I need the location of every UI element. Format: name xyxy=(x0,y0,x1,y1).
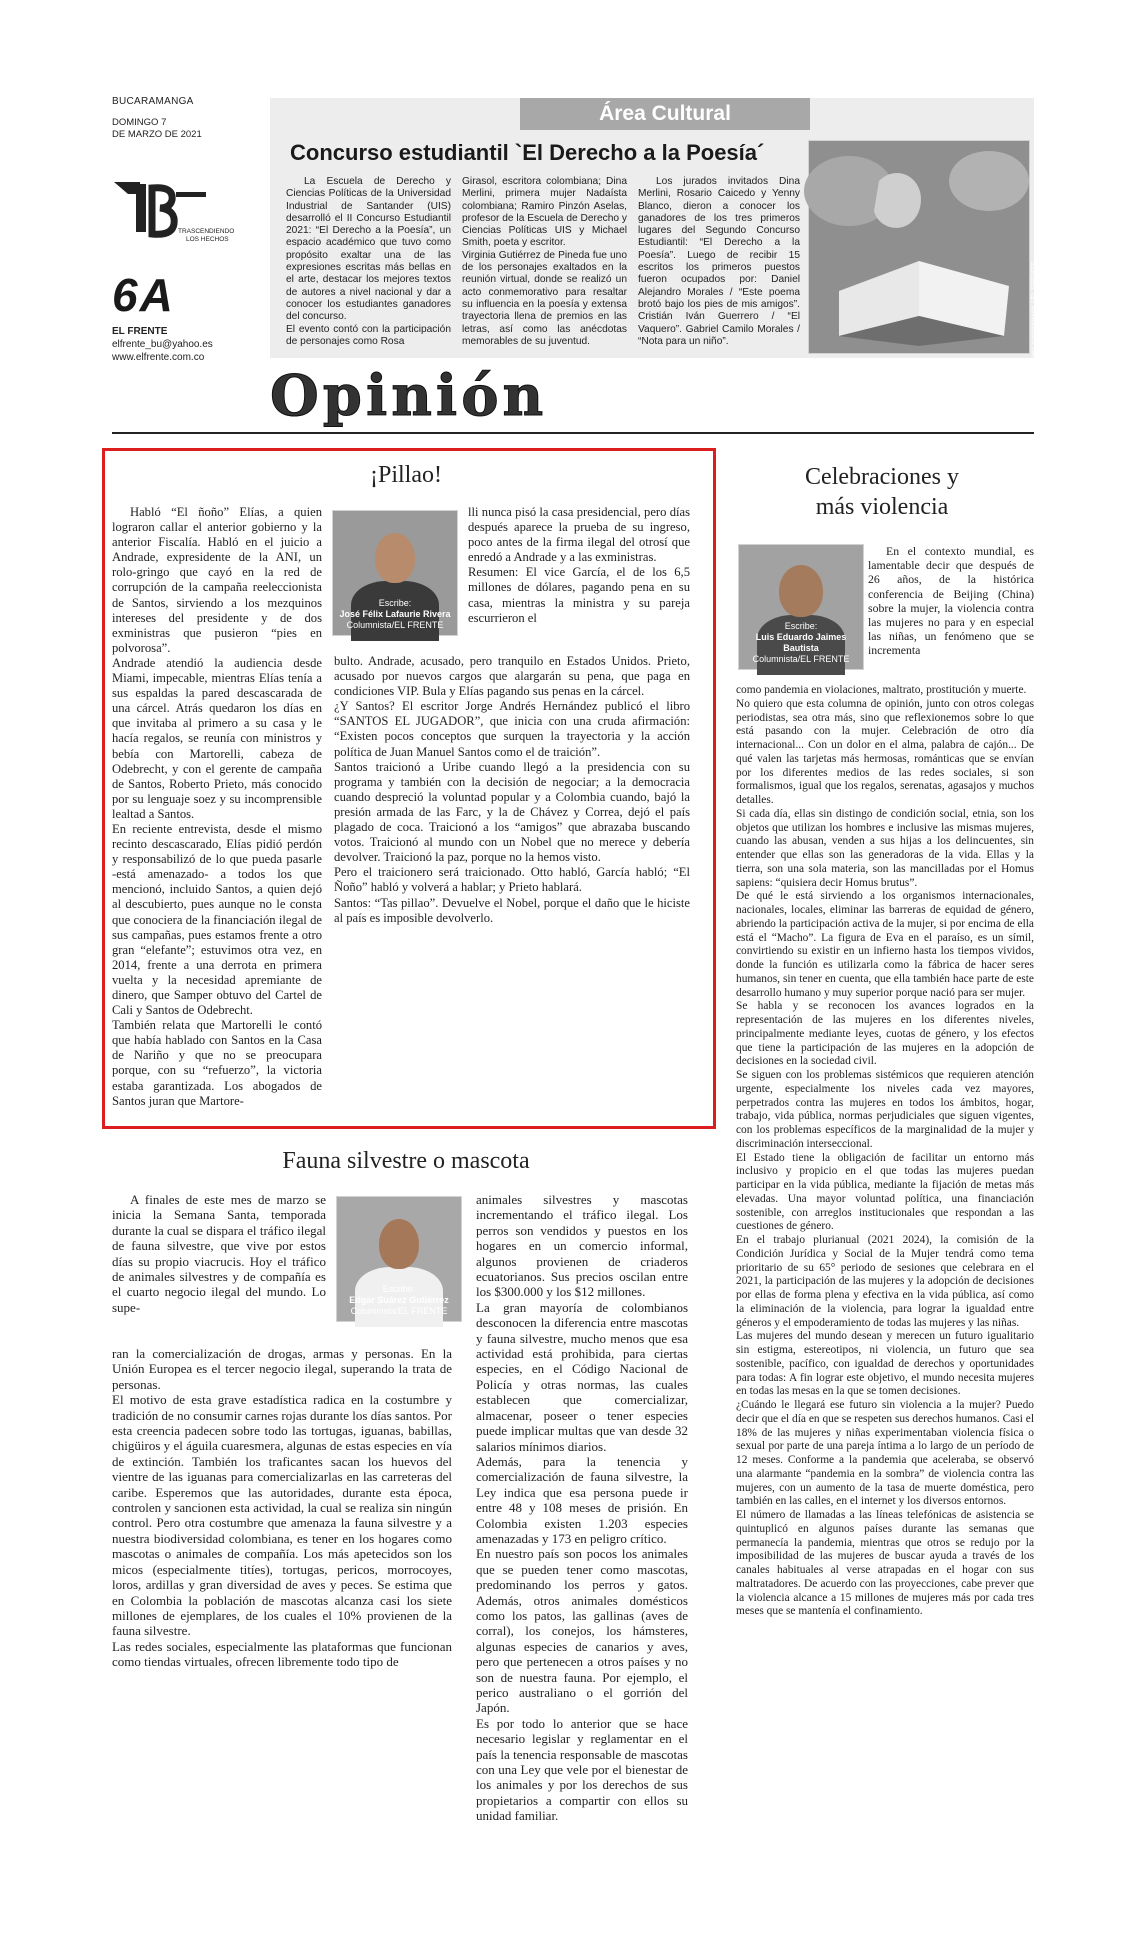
fauna-col-1-bottom-text: ran la comercialización de drogas, armas y personas. En la Unión Europea es el tercer negocio ilegal, superando la trata de personas. El motivo de esta grave estadística radica en la costumbre y tradición de no consumir carnes rojas durante los días santos. Por esta creencia padecen sobre todo las tortugas, iguanas, babillas, chigüiros y el águila cuaresmera, algunas de estas especies en vía de extinción. También los traficantes sacan los huevos del vientre de las iguanas para comercializarlas en las carreteras del caribe. Esperemos que las autoridades, durante esta época, controlen y sancionen esta actividad, la cual se realiza sin ningún control. Pero otra costumbre que amenaza la fauna silvestre y a nuestra biodiversidad colombiana, es tener en los hogares como mascotas o animales de compañía. Los más apetecidos son los micos (especialmente titíes), tortugas, pericos, morrocoyes, loros, ardillas y gran diversidad de aves y peces. Se estima que en Colombia la población de mascotas alcanza casi los siete millones de ejemplares, de los cuales el 10% provienen de la fauna silvestre. Las redes sociales, especialmente las plataformas que funcionan como tiendas virtuales, ofrecen libremente todo tipo de xyxy=(112,1346,452,1670)
celebraciones-author-photo xyxy=(738,544,864,670)
celebraciones-author-name: Luis Eduardo Jaimes Bautista xyxy=(755,632,847,653)
email-link[interactable]: elfrente_bu@yahoo.es xyxy=(112,339,213,350)
pillao-author-name: José Félix Lafaurie Rivera xyxy=(339,609,451,619)
pillao-title: ¡Pillao! xyxy=(370,462,442,488)
fauna-byline-label: Escribe: xyxy=(382,1284,416,1294)
section-title: Opinión xyxy=(270,363,548,429)
celebraciones-byline-label: Escribe: xyxy=(784,621,818,631)
date-line-1: DOMINGO 7 xyxy=(112,117,167,128)
pillao-author-photo xyxy=(332,510,458,636)
fauna-author-photo xyxy=(336,1196,462,1322)
celebraciones-body xyxy=(736,684,1034,1620)
date-line-2: DE MARZO DE 2021 xyxy=(112,129,202,140)
cultural-col-3-text: Los jurados invitados Dina Merlini, Rosario Caicedo y Yenny Blanco, dieron a conocer los ganadores de los tres primeros lugares del Segundo Concurso Estudiantil: “El Derecho a la Poesía”. Luego de recibir 15 escritos los primeros puestos fueron ocupados por: Daniel Alejandro Morales / “Este poema brotó bajo los pies de mis amigos”. Cristián Iván Guerrero / “El Vaquero”. Gabriel Camilo Morales / “Nota para un niño”. xyxy=(638,176,800,347)
cultural-col-3 xyxy=(638,176,800,349)
logo-tagline-1: TRASCENDIENDO xyxy=(178,228,235,235)
open-book-image xyxy=(809,141,1029,353)
page-number: 6A xyxy=(112,269,175,321)
cultural-banner-label: Área Cultural xyxy=(599,102,731,125)
fauna-author-name: Edgar Suárez Gutiérrez xyxy=(349,1295,449,1305)
cultural-col-2-text: Girasol, escritora colombiana; Dina Merlini, primera mujer Nadaísta colombiana; Ramiro Pinzón Aselas, profesor de la Escuela de Derecho y Ciencias Políticas UIS y Michael Smith, poeta y escritor. Virginia Gutiérrez de Pineda fue uno de los personajes exaltados en la reunión virtual, donde se realizó un acto conmemorativo para resaltar su influencia en la poesía y extensa trayectoria llena de premios en las letras, así como las anécdotas memorables de su juventud. xyxy=(462,176,627,347)
fauna-col-2-text: animales silvestres y mascotas incrementando el tráfico ilegal. Los perros son vendidos y puestos en los hogares en un comercio informal, algunos provienen de criaderos ecuatorianos. Sus precios oscilan entre los $300.000 y los $12 millones. La gran mayoría de colombianos desconocen la diferencia entre mascotas y fauna silvestre, mucho menos que esa actividad está prohibida, para ciertas especies, en el Código Nacional de Policía y otras normas, las cuales establecen que comercializar, almacenar, poseer o tener especies puede implicar multas que van desde 32 salarios mínimos diarios. Además, para la tenencia y comercialización de fauna silvestre, la Ley indica que esa persona puede ir entre 48 y 108 meses de prisión. En Colombia existen 1.203 especies amenazadas y 173 en peligro crítico. En nuestro país son pocos los animales que se pueden tener como mascotas, predominando los perros y gatos. Además, otros animales domésticos como los patos, las gallinas (aves de corral), los conejos, los hámsteres, algunas especies de canarios y aves, pero que pertenecen a otros países y no son de nuestra fauna. Por ejemplo, el perico australiano o el gorrión del Japón. Es por todo lo anterior que se hace necesario legislar y reglamentar en el país la tenencia responsable de mascotas con una Ley que vele por el bienestar de los animales y por los derechos de sus propietarios a compartir con ellos su unidad familiar. xyxy=(476,1192,688,1824)
logo-tagline-2: LOS HECHOS xyxy=(186,236,229,243)
fauna-col-1-bottom xyxy=(112,1346,452,1671)
pillao-col-2-top xyxy=(468,505,690,627)
fauna-title: Fauna silvestre o mascota xyxy=(282,1148,530,1174)
celebraciones-intro-text: En el contexto mundial, es lamentable decir que después de 26 años, de la histórica conferencia de Beijing (China) sobre la mujer, la violencia contra las mujeres no para y en especial las niñas, un fenómeno que se incrementa xyxy=(868,544,1034,658)
pillao-col-2-bottom-text: bulto. Andrade, acusado, pero tranquilo en Estados Unidos. Prieto, acusado por nuevos cargos que alargarán su pena, que paga en condiciones VIP. Bula y Elías pagando sus penas en la cárcel. ¿Y Santos? El escritor Jorge Andrés Hernández publicó el libro “SANTOS EL JUGADOR”, que inicia con una cruda afirmación: “Existen pocos conceptos que surquen la trayectoria y la acción política de Juan Manuel Santos como el de traición”. Santos traicionó a Uribe cuando llegó a la presidencia con su programa y también con la decisión de negociar; a la democracia cuando despreció la voluntad popular y a Colombia cuando, bajó la presión armada de las Farc, y la de Chávez y Correa, dejó el país plagado de coca. Traicionó a los “amigos” que abrazaba buscando votos. Traicionó al mundo con un Nobel que no merece y debería devolver. Traicionó la paz, porque no la hemos visto. Pero el traicionero será traicionado. Otto habló, García habló; “El Ñoño” habló y volverá a hablar; y Prieto hablará. Santos: “Tas pillao”. Devuelve el Nobel, porque el daño que le hiciste al país es imposible devolverlo. xyxy=(334,654,690,925)
web-link[interactable]: www.elfrente.com.co xyxy=(112,352,205,363)
cultural-col-2 xyxy=(462,176,627,349)
pillao-author-role: Columnista/EL FRENTE xyxy=(346,620,444,630)
fauna-col-1-top xyxy=(112,1192,326,1316)
cultural-banner xyxy=(520,98,810,130)
pillao-col-2-bottom xyxy=(334,654,690,927)
fauna-author-role: Columnista/EL FRENTE xyxy=(350,1306,448,1316)
pillao-col-1 xyxy=(112,505,322,1110)
celebraciones-title-2: más violencia xyxy=(815,494,949,520)
celebraciones-title-1: Celebraciones y xyxy=(805,464,959,490)
pillao-col-1-text: Habló “El ñoño” Elías, a quien lograron callar el anterior gobierno y la anterior Fiscalía. Habló en el juicio a Andrade, expresidente de la ANI, un rolo-gringo que cayó en la red de corrupción de la campaña reeleccionista de Santos, sirviendo a los mezquinos intereses del presidente y de dos exministras que pusieron “pies en polvorosa”. Andrade atendió la audiencia desde Miami, impecable, mientras Elías tenía a sus espaldas la pared descascarada de una cárcel. Atrás quedaron los días en que invitaba al primero a su casa y le hacía regalos, se reunía con ministros y bebía con Martorelli, cabeza de Odebrecht, y con el gerente de campaña de Santos, Roberto Prieto, más conocido por su lenguaje soez y su incomprensible lealtad a Santos. En reciente entrevista, desde el mismo recinto descascarado, Elías pidió perdón y responsabilizó de lo que pueda pasarle -está amenazado- a todos los que mencionó, incluido Santos, a quien dejó al descubierto, pues aunque no le consta que conociera de la financiación ilegal de sus campañas, pues estamos frente a otro gran “elefante”; estuvimos otra vez, en 2014, frente a una derrota en primera vuelta y la necesidad apremiante de dinero, que Samper obtuvo del Cartel de Cali y Santos de Odebrecht. También relata que Martorelli le contó que había hablado con Santos en la Casa de Nariño y que no se preocupara porque, con su “refuerzo”, la victoria estaba garantizada. Los abogados de Santos juran que Martore- xyxy=(112,505,322,1108)
section-rule xyxy=(112,432,1034,434)
fauna-col-1-top-text: A finales de este mes de marzo se inicia la Semana Santa, temporada durante la cual se dispara el tráfico ilegal de fauna silvestre, que vive por estos días su propio viacrucis. Hoy el tráfico de animales silvestres y de compañía es el cuarto negocio ilegal del mundo. Lo supe- xyxy=(112,1192,326,1315)
book-photo xyxy=(808,140,1038,361)
city-label: BUCARAMANGA xyxy=(112,96,194,107)
cultural-headline: Concurso estudiantil `El Derecho a la Poesía´ xyxy=(290,140,765,165)
pillao-col-2-top-text: lli nunca pisó la casa presidencial, pero días después aparece la prueba de su ingreso, poco antes de la firma ilegal del otrosí que enredó a Andrade y a las exministras. Resumen: El vice García, el de los 6,5 millones de dólares, pagando pena en su casa, mientras la ministra y su pareja escurrieron el xyxy=(468,505,690,625)
paper-name: EL FRENTE xyxy=(112,326,168,337)
celebraciones-intro xyxy=(868,544,1034,659)
celebraciones-author-role: Columnista/EL FRENTE xyxy=(752,654,850,664)
celebraciones-body-text: como pandemia en violaciones, maltrato, prostitución y muerte. No quiero que esta columna de opinión, junto con otros colegas periodistas, sea otra más, sino que reflexionemos sobre lo que está pasando con la mujer. Celebración de otro día internacional... Con un dolor en el alma, palabra de cajón... De qué valen las tarjetas más hermosas, románticas que se envían por los diferentes medios de las redes sociales, si son formalismos, igual que los regalos, serenatas, agasajos y muchos detalles. Si cada día, ellas sin distingo de condición social, etnia, son los objetos que utilizan los hombres e inclusive las mismas mujeres, cuando las abusan, venden a sus hijas a los delincuentes, sin entender que ellas son las generadoras de la vida. Ellas y la tierra, son una sola materia, son las mancilladas por el Homus sapiens: “quisiera decir Homus brutus”. De qué le está sirviendo a los organismos internacionales, nacionales, locales, eliminar las barreras de equidad de género, abriendo la participación activa de la mujer, si por encima de ella está el “Macho”. La figura de Eva en el paraíso, es un símil, convirtiendo su existir en un infierno hasta los tiempos vividos, donde la función es utilizarla como la fábrica de hacer seres humanos, sin tener en cuenta, que ella también hace parte de este desarrollo humano y muy superior porque nació para ser mujer. Se habla y se reconocen los avances logrados en la representación de las mujeres en los diferentes niveles, principalmente mediante leyes, cuotas de género, y los efectos que tiene la participación de las mujeres en la adopción de decisiones en la sociedad civil. Se siguen con los problemas sistémicos que requieren atención urgente, especialmente los niveles cada vez mayores, perpetrados contra las mujeres en todos los ámbitos, hogar, trabajo, vida pública, normas perjudiciales que siguen vigentes, con los problemas específicos de la marginalidad de la mujer y discriminación interseccional. El Estado tiene la obligación de facilitar un entorno más inclusivo y propicio en el que todas las mujeres puedan participar en la vida pública, mediante la fijación de metas más elevadas. Una mayor voluntad política, una financiación sostenible, con arreglos institucionales que respondan a las cuestiones de género. En el trabajo plurianual (2021 2024), la comisión de la Condición Jurídica y Social de la Mujer tendrá como tema prioritario de su 65° periodo de sesiones que celebrara en el 2021, la participación de las mujeres y la adopción de decisiones por ellas de forma plena y efectiva en la vida pública, así como la eliminación de la violencia, para lograr la igualdad entre géneros y el empoderamiento de todas las mujeres y las niñas. Las mujeres del mundo desean y merecen un futuro igualitario sin estigma, estereotipos, ni violencia, un futuro que sea sostenible, pacífico, con igualdad de derechos y oportunidades para todas: A fin lograr este objetivo, el mundo necesita mujeres en todas las mesas en la que se tomen decisiones. ¿Cuándo le llegará ese futuro sin violencia a la mujer? Puedo decir que el día en que se respeten sus derechos humanos. Casi el 18% de las mujeres y niñas experimentaban violencia física o sexual por parte de una pareja íntima a lo largo de un período de 12 meses. Conforme a la pandemia que aceleraba, se observó una alarmante “pandemia en la sombra” de violencia contra las mujeres, con un aumento de la tasa de muerte doméstica, pero también en las calles, en el internet y los diversos entornos. El número de llamadas a las líneas telefónicas de asistencia se quintuplicó en algunos países durante las semanas que permanecía la pandemia, mientras que otros se redujo por la imposibilidad de las mujeres de buscar ayuda a través de los canales habituales al verse atrapadas en el hogar con sus maltratadores. De acuerdo con las proyecciones, cabe prever que la violencia alcance a 15 millones de mujeres más por cada tres meses que se mantenía el confinamiento. xyxy=(736,684,1034,1618)
pillao-byline-label: Escribe: xyxy=(378,598,412,608)
fauna-col-2 xyxy=(476,1192,688,1825)
cultural-col-1-text: La Escuela de Derecho y Ciencias Políticas de la Universidad Industrial de Santander (UIS) desarrolló el II Concurso Estudiantil 2021: “El Derecho a la Poesía”, un espacio académico que tuvo como propósito exaltar una de las expresiones escritas más bellas en el arte, destacar los mejores textos de autores a nivel nacional y dar a conocer los estudiantes ganadores del concurso. El evento contó con la participación de personajes como Rosa xyxy=(286,176,451,347)
cultural-col-1 xyxy=(286,176,451,349)
photo-credit: Foto suministrada / EL FRENTE xyxy=(1031,261,1038,361)
